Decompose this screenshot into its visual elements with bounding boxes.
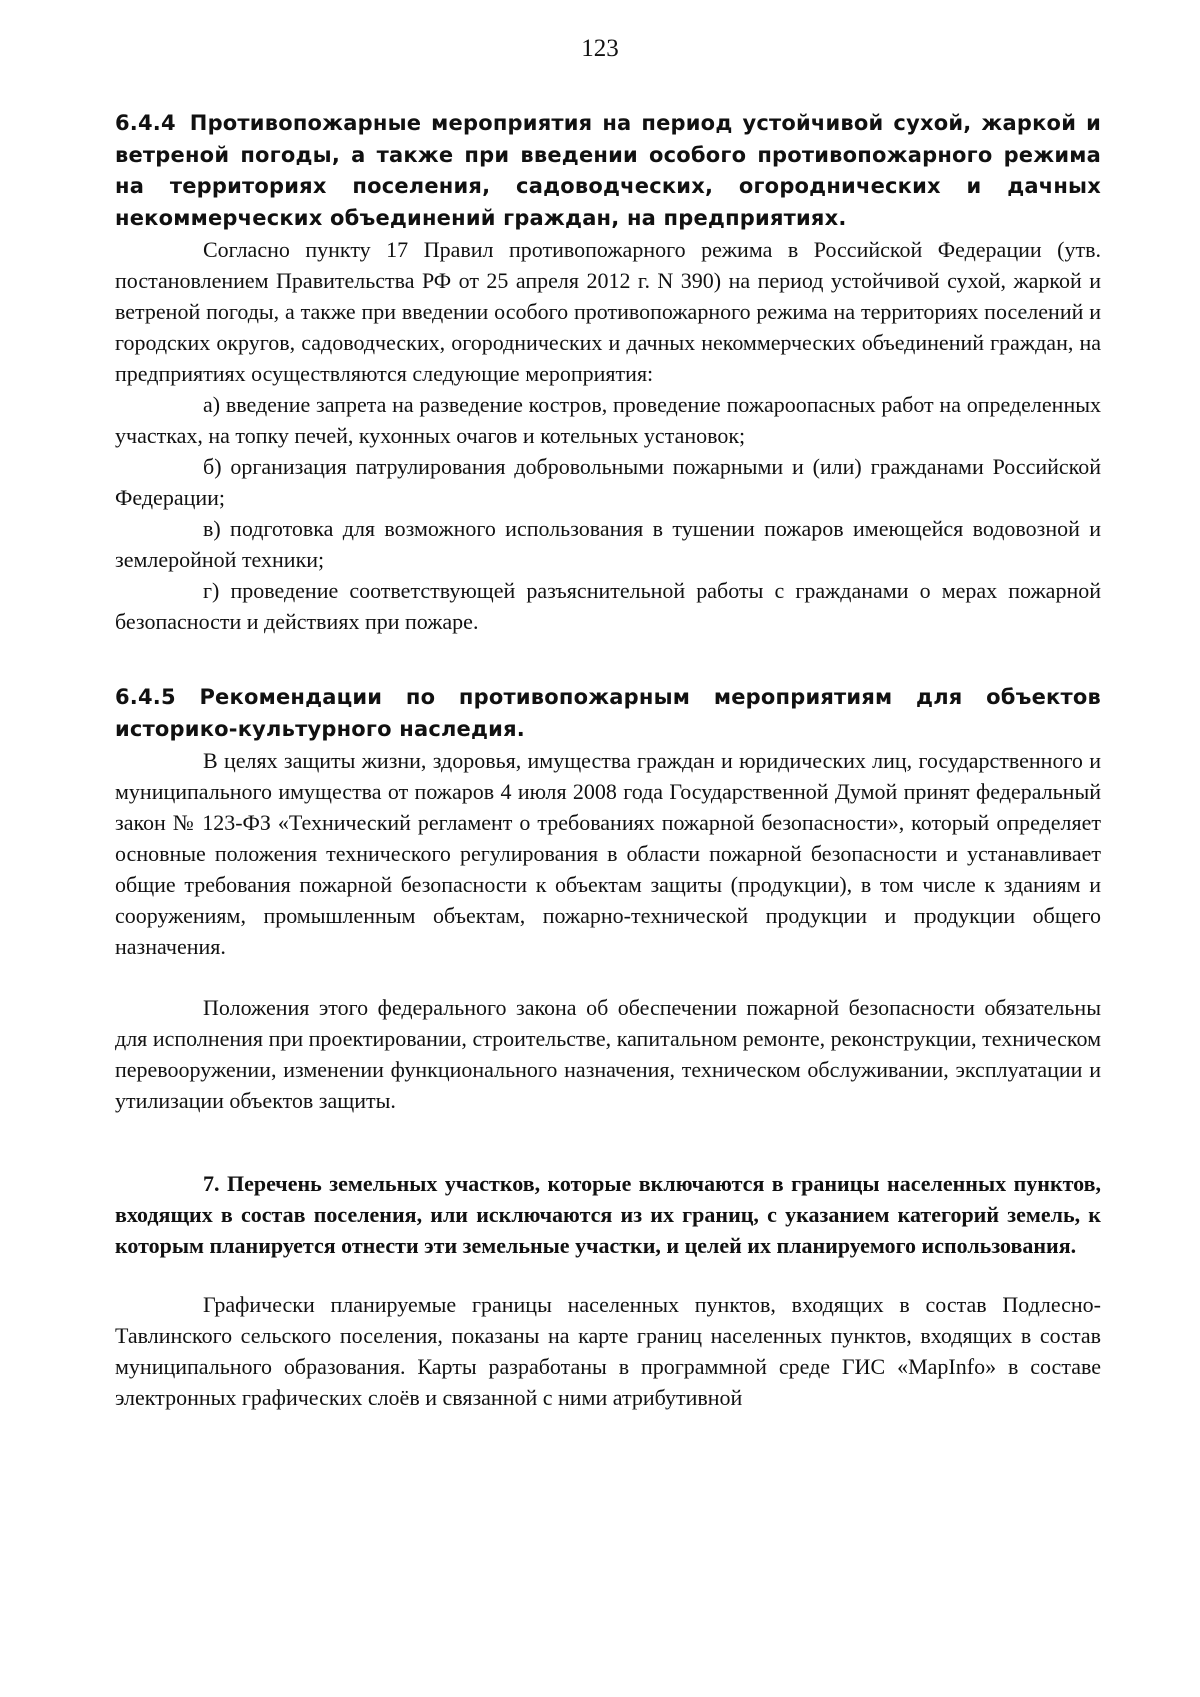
section-6-4-4-intro: Согласно пункту 17 Правил противопожарного режима в Российской Федерации (утв. постановлением Правительства РФ от 25 апреля 2012 г. N 390) на период устойчивой сухой, жаркой и ветреной погоды, а также при введении особого противопожарного режима на территориях поселений и городских округов, садоводческих, огороднических и дачных некоммерческих объединений граждан, на предприятиях осуществляются следующие мероприятия: [115, 237, 1101, 386]
list-item-g: г) проведение соответствующей разъяснительной работы с гражданами о мерах пожарной безопасности и действиях при пожаре. [115, 578, 1101, 634]
section-number: 6.4.4 [115, 111, 176, 135]
section-7-heading: 7. Перечень земельных участков, которые включаются в границы населенных пунктов, входящих в состав поселения, или исключаются из их границ, с указанием категорий земель, к которым планируется отнести эти земельные участки, и целей их планируемого использования. [115, 1171, 1101, 1258]
section-title: Противопожарные мероприятия на период устойчивой сухой, жаркой и ветреной погоды, а также при введении особого противопожарного режима на территориях поселения, садоводческих, огороднических и дачных некоммерческих объединений граждан, на предприятиях. [115, 111, 1101, 230]
list-item-a: а) введение запрета на разведение костров, проведение пожароопасных работ на определенных участках, на топку печей, кухонных очагов и котельных установок; [115, 392, 1101, 448]
list-item-b: б) организация патрулирования добровольными пожарными и (или) гражданами Российской Федерации; [115, 454, 1101, 510]
section-6-4-4-heading [115, 108, 1101, 234]
page-number: 123 [581, 35, 619, 62]
section-6-4-5-heading [115, 682, 1101, 745]
section-title: Рекомендации по противопожарным мероприятиям для объектов историко-культурного наследия. [115, 685, 1101, 741]
section-7-paragraph: Графически планируемые границы населенных пунктов, входящих в состав Подлесно-Тавлинского сельского поселения, показаны на карте границ населенных пунктов, входящих в состав муниципального образования. Карты разработаны в программной среде ГИС «MapInfo» в составе электронных графических слоёв и связанной с ними атрибутивной [115, 1292, 1101, 1410]
section-number: 6.4.5 [115, 685, 176, 709]
section-6-4-5-paragraph-1: В целях защиты жизни, здоровья, имущества граждан и юридических лиц, государственного и муниципального имущества от пожаров 4 июля 2008 года Государственной Думой принят федеральный закон № 123-ФЗ «Технический регламент о требованиях пожарной безопасности», который определяет основные положения технического регулирования в области пожарной безопасности и устанавливает общие требования пожарной безопасности к объектам защиты (продукции), в том числе к зданиям и сооружениям, промышленным объектам, пожарно-технической продукции и продукции общего назначения. [115, 748, 1101, 959]
section-6-4-5-paragraph-2: Положения этого федерального закона об обеспечении пожарной безопасности обязательны для исполнения при проектировании, строительстве, капитальном ремонте, реконструкции, техническом перевооружении, изменении функционального назначения, техническом обслуживании, эксплуатации и утилизации объектов защиты. [115, 995, 1101, 1113]
page-content [115, 108, 1101, 1413]
list-item-v: в) подготовка для возможного использования в тушении пожаров имеющейся водовозной и землеройной техники; [115, 516, 1101, 572]
